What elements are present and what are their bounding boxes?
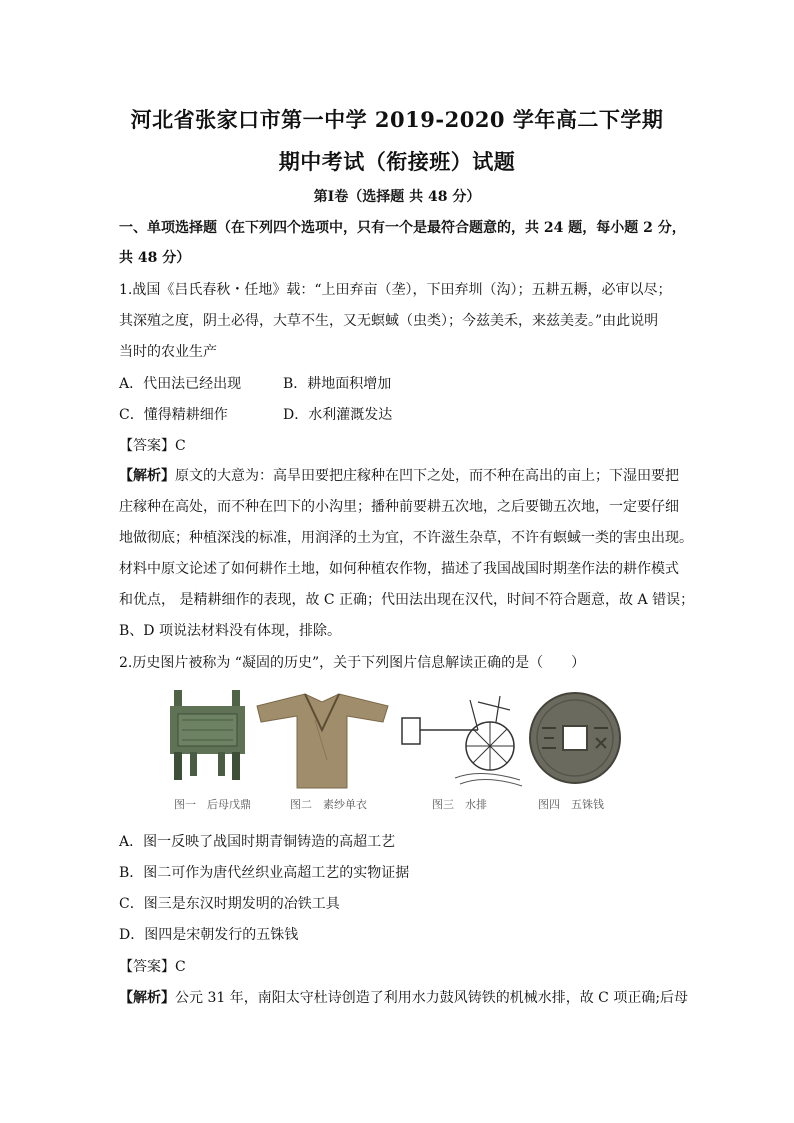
- wuzhu-coin-icon: [528, 690, 623, 790]
- q2-analysis-line1: 【解析】公元 31 年，南阳太守杜诗创造了利用水力鼓风铸铁的机械水排，故 C 项正确;后母: [119, 990, 689, 1006]
- q2-stem: 2.历史图片被称为 “凝固的历史”，关于下列图片信息解读正确的是（ ）: [119, 655, 586, 671]
- q1-analysis-label: 【解析】: [119, 468, 175, 484]
- q2-option-d: D．图四是宋朝发行的五铢钱: [119, 927, 299, 943]
- q1-answer: 【答案】C: [119, 438, 186, 454]
- page-title-line2: 期中考试（衔接班）试题: [278, 149, 516, 174]
- q1-analysis-line6: B、D 项说法材料没有体现，排除。: [119, 623, 341, 639]
- q1-option-d: D．水利灌溉发达: [283, 407, 393, 423]
- q1-option-b: B．耕地面积增加: [283, 376, 392, 392]
- figure-4: [528, 690, 623, 790]
- section-heading: 一、单项选择题（在下列四个选项中，只有一个是最符合题意的，共 24 题，每小题 2 分，: [119, 220, 686, 236]
- silk-robe-icon: [255, 690, 390, 790]
- water-bellows-icon: [400, 690, 525, 790]
- page-title: 河北省张家口市第一中学 2019-2020 学年高二下学期: [130, 107, 664, 132]
- paper-part-title: 第Ⅰ卷（选择题 共 48 分）: [313, 189, 481, 205]
- q2-option-b: B．图二可作为唐代丝织业高超工艺的实物证据: [119, 865, 410, 881]
- q1-analysis-line3: 地做彻底；种植深浅的标准，用润泽的土为宜，不许滋生杂草，不许有螟蜮一类的害虫出现。: [119, 530, 693, 546]
- q2-analysis-label: 【解析】: [119, 990, 175, 1006]
- q2-option-a: A．图一反映了战国时期青铜铸造的高超工艺: [119, 834, 396, 850]
- figure-4-caption: 图四 五铢钱: [538, 798, 604, 811]
- section-heading-line2: 共 48 分）: [119, 250, 191, 266]
- figure-2-caption: 图二 素纱单衣: [290, 798, 367, 811]
- q1-analysis-line5: 和优点， 是精耕细作的表现，故 C 正确；代田法出现在汉代，时间不符合题意，故 A 错误；: [119, 592, 695, 608]
- bronze-ding-icon: [160, 690, 255, 790]
- figure-3-caption: 图三 水排: [432, 798, 487, 811]
- q1-analysis-line2: 庄稼种在高处，而不种在凹下的小沟里；播种前要耕五次地，之后要锄五次地，一定要仔细: [119, 499, 679, 515]
- q2-figure-strip: [160, 690, 640, 815]
- figure-2: [255, 690, 390, 790]
- q1-stem-line2: 其深殖之度，阴土必得，大草不生，又无螟蜮（虫类）；今兹美禾，来兹美麦。”由此说明: [119, 313, 659, 329]
- q2-answer: 【答案】C: [119, 959, 186, 975]
- q1-option-a: A．代田法已经出现: [119, 376, 242, 392]
- q1-stem-line3: 当时的农业生产: [119, 344, 217, 360]
- q1-option-c: C．懂得精耕细作: [119, 407, 228, 423]
- q2-option-c: C．图三是东汉时期发明的冶铁工具: [119, 896, 340, 912]
- figure-3: [400, 690, 525, 790]
- q1-analysis-line1: 【解析】原文的大意为：高旱田要把庄稼种在凹下之处，而不种在高出的亩上；下湿田要把: [119, 468, 679, 484]
- q1-analysis-line4: 材料中原文论述了如何耕作土地，如何种植农作物，描述了我国战国时期垄作法的耕作模式: [119, 561, 679, 577]
- figure-1: [160, 690, 255, 790]
- figure-1-caption: 图一 后母戊鼎: [174, 798, 251, 811]
- q1-stem-line1: 1.战国《吕氏春秋・任地》载：“上田弃亩（垄），下田弃圳（沟）；五耕五耨，必审以尽；: [119, 282, 672, 298]
